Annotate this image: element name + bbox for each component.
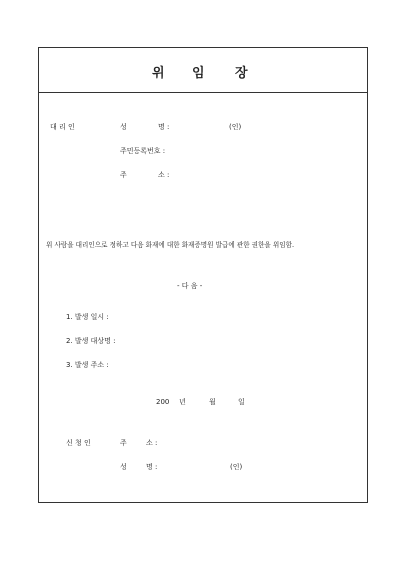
detail-item-target: 2. 발생 대상명 : bbox=[66, 337, 116, 345]
date-year-unit: 년 bbox=[179, 398, 186, 406]
title-box bbox=[39, 48, 367, 93]
delegation-statement: 위 사람을 대리인으로 정하고 다음 화재에 대한 화재증명원 발급에 관한 권한을 위임함. bbox=[46, 241, 295, 249]
agent-address-label-2: 소 : bbox=[158, 171, 170, 179]
form-title-char-1: 위 bbox=[152, 66, 165, 81]
date-day-unit: 일 bbox=[238, 398, 245, 406]
date-month-unit: 월 bbox=[209, 398, 216, 406]
agent-id-number-label: 주민등록번호 : bbox=[120, 147, 166, 155]
applicant-name-label-1: 성 bbox=[120, 463, 127, 471]
form-title-char-3: 장 bbox=[235, 66, 248, 81]
agent-seal: (인) bbox=[229, 123, 242, 131]
applicant-label: 신 청 인 bbox=[66, 439, 91, 447]
detail-item-address: 3. 발생 주소 : bbox=[66, 361, 109, 369]
date-year: 200 bbox=[156, 398, 170, 406]
delegation-form bbox=[38, 47, 368, 503]
applicant-address-label-2: 소 : bbox=[146, 439, 158, 447]
details-heading: - 다 음 - bbox=[177, 282, 203, 290]
applicant-name-label-2: 명 : bbox=[146, 463, 158, 471]
detail-item-date: 1. 발생 일시 : bbox=[66, 313, 109, 321]
agent-address-label-1: 주 bbox=[120, 171, 127, 179]
agent-name-label-2: 명 : bbox=[158, 123, 170, 131]
agent-name-label-1: 성 bbox=[120, 123, 127, 131]
agent-label: 대 리 인 bbox=[50, 123, 75, 131]
form-title-char-2: 임 bbox=[192, 66, 205, 81]
applicant-address-label-1: 주 bbox=[120, 439, 127, 447]
applicant-seal: (인) bbox=[230, 463, 243, 471]
